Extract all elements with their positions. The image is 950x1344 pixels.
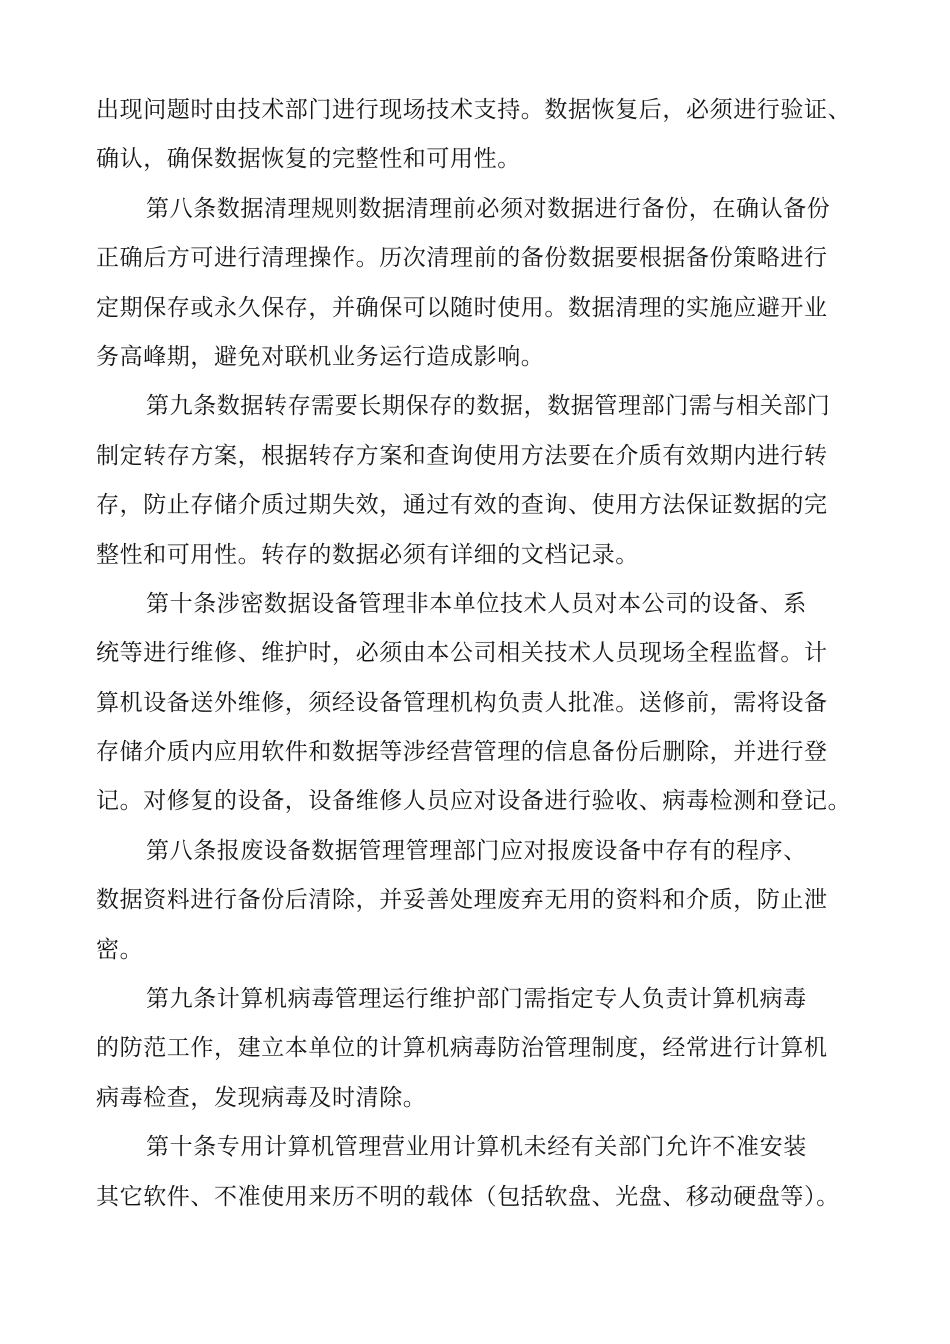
text-line: 第八条报废设备数据管理管理部门应对报废设备中存有的程序、 (146, 837, 807, 864)
text-line: 正确后方可进行清理操作。历次清理前的备份数据要根据备份策略进行 (96, 245, 828, 272)
text-line: 病毒检查，发现病毒及时清除。 (96, 1084, 427, 1111)
paragraph-article-10-classified-equipment (96, 580, 871, 827)
text-line: 确认，确保数据恢复的完整性和可用性。 (96, 146, 521, 173)
text-line: 第八条数据清理规则数据清理前必须对数据进行备份，在确认备份 (146, 195, 831, 222)
text-line: 定期保存或永久保存，并确保可以随时使用。数据清理的实施应避开业 (96, 294, 828, 321)
text-line: 统等进行维修、维护时，必须由本公司相关技术人员现场全程监督。计 (96, 640, 828, 667)
text-line: 第十条涉密数据设备管理非本单位技术人员对本公司的设备、系 (146, 590, 807, 617)
text-line: 记。对修复的设备，设备维修人员应对设备进行验收、病毒检测和登记。 (96, 788, 852, 815)
paragraph-article-9-data-transfer (96, 382, 871, 580)
paragraph-recovery-continuation (96, 86, 871, 185)
text-line: 密。 (96, 936, 144, 963)
paragraph-article-10-dedicated-computers (96, 1123, 871, 1222)
text-line: 算机设备送外维修，须经设备管理机构负责人批准。送修前，需将设备 (96, 689, 828, 716)
text-line: 务高峰期，避免对联机业务运行造成影响。 (96, 343, 545, 370)
text-line: 第十条专用计算机管理营业用计算机未经有关部门允许不准安装 (146, 1134, 807, 1161)
paragraph-article-9-virus-management (96, 975, 871, 1123)
text-line: 的防范工作，建立本单位的计算机病毒防治管理制度，经常进行计算机 (96, 1035, 828, 1062)
text-line: 其它软件、不准使用来历不明的载体（包括软盘、光盘、移动硬盘等）。 (96, 1183, 840, 1210)
text-line: 制定转存方案，根据转存方案和查询使用方法要在介质有效期内进行转 (96, 442, 828, 469)
text-line: 整性和可用性。转存的数据必须有详细的文档记录。 (96, 541, 639, 568)
paragraph-article-8-data-cleanup (96, 185, 871, 383)
text-line: 数据资料进行备份后清除，并妥善处理废弃无用的资料和介质，防止泄 (96, 887, 828, 914)
paragraph-article-8-scrapped-equipment (96, 827, 871, 975)
document-body (96, 86, 871, 1222)
text-line: 存，防止存储介质过期失效，通过有效的查询、使用方法保证数据的完 (96, 492, 828, 519)
text-line: 出现问题时由技术部门进行现场技术支持。数据恢复后，必须进行验证、 (96, 97, 852, 123)
text-line: 存储介质内应用软件和数据等涉经营管理的信息备份后删除，并进行登 (96, 739, 828, 766)
text-line: 第九条计算机病毒管理运行维护部门需指定专人负责计算机病毒 (146, 986, 807, 1013)
text-line: 第九条数据转存需要长期保存的数据，数据管理部门需与相关部门 (146, 393, 831, 420)
